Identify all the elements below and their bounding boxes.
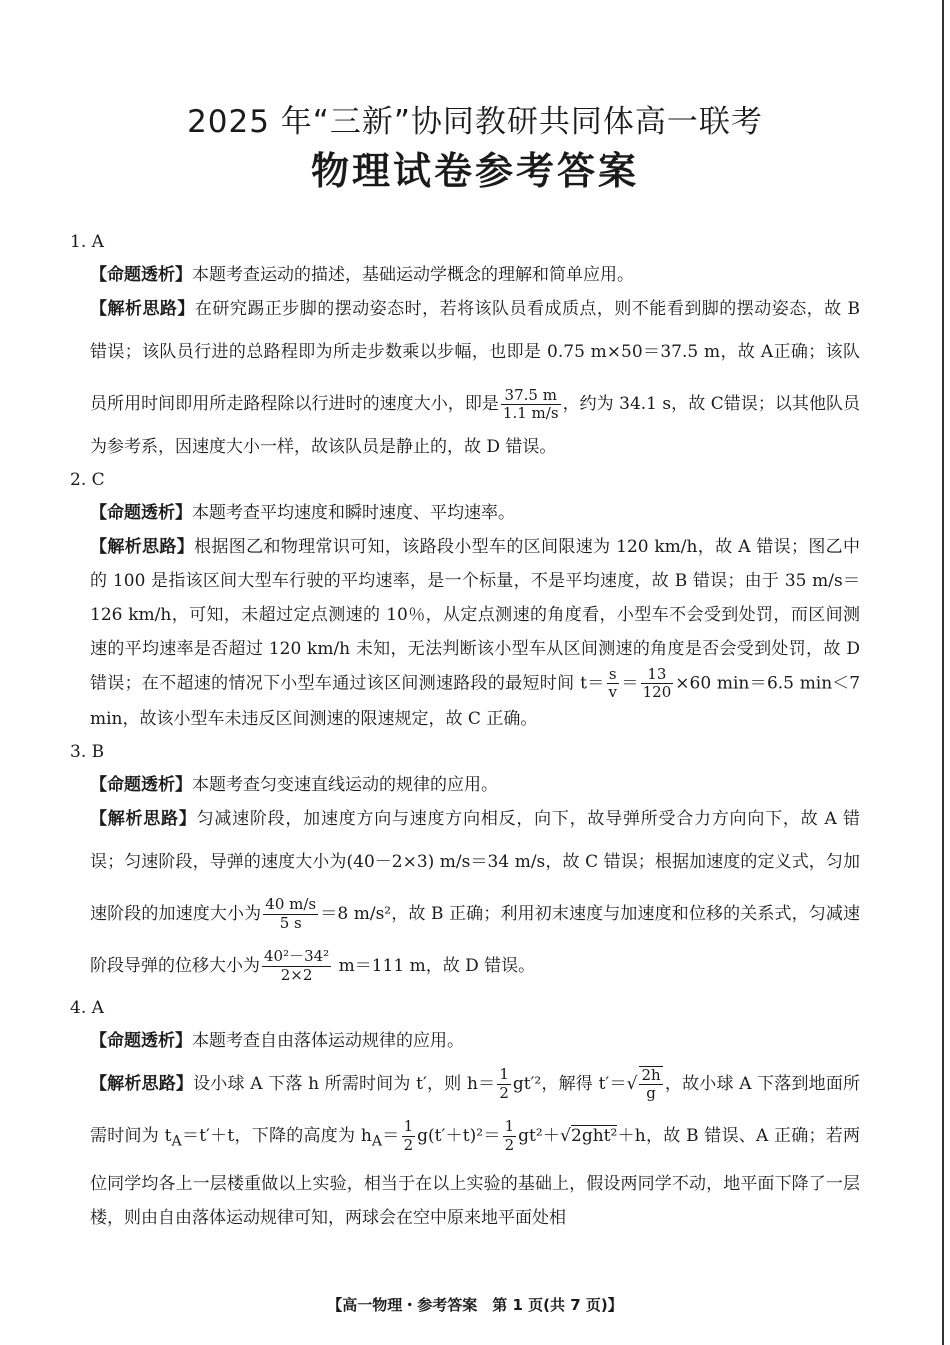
q4-fraction-half-3-numerator: 1	[504, 1117, 515, 1136]
q3-analysis-text-5: m＝111 m，故 D 错误。	[333, 955, 536, 976]
intent-label: 【命题透析】	[90, 265, 192, 285]
page-footer: 【高一物理・参考答案 第 1 页(共 7 页)】	[327, 1296, 623, 1314]
q1-fraction-denominator: 1.1 m/s	[502, 404, 559, 422]
q3-intent	[70, 768, 860, 802]
scan-edge-line	[942, 0, 944, 1345]
q1-analysis-text-1: 在研究踢正步脚的摆动姿态时，若将该队员看成质点，则不能看到脚的摆动姿态，故 B 错误；该队员行进的总路程即为所走步数乘以步幅，也即是 0.75 m×50＝37.5 m，故 A	[90, 299, 861, 362]
analysis-label: 【解析思路】	[90, 808, 197, 829]
q2-intent	[70, 496, 860, 530]
q1-number: 1. A	[70, 232, 104, 252]
q3-fraction-displacement	[262, 948, 331, 984]
q2-fraction-sv-denominator: v	[608, 683, 618, 702]
q4-fraction-half-numerator: 1	[499, 1065, 509, 1084]
intent-label: 【命题透析】	[90, 503, 192, 523]
q3-analysis-text-4: 的关系式，匀减速阶段导弹的位移大小为	[90, 903, 861, 976]
q4-analysis-text-3: ，故小球 A 下落到	[664, 1073, 809, 1094]
q4-fraction-half-3	[503, 1118, 517, 1154]
q4-intent	[70, 1024, 860, 1058]
q4-analysis-text-6: ＝	[382, 1125, 400, 1146]
q4-sqrt-fraction	[639, 1066, 662, 1103]
q2-fraction-sv	[607, 666, 619, 702]
q1-fraction-numerator: 37.5 m	[501, 387, 561, 405]
q4-analysis-text-2: gt′²，解得 t′＝	[512, 1073, 627, 1094]
q4-subscript-a-1: A	[171, 1132, 182, 1149]
q1-intent	[70, 258, 860, 292]
q3-analysis-text-2: 式，匀加速阶段的加速度大小为	[90, 851, 861, 924]
q3-intent-text: 本题考查匀变速直线运动的规律的应用。	[192, 774, 498, 795]
q4-analysis-text-10: 误、A 正确；若两位同学均各上一层楼重做以上实验，相当于在以上实验的基础上，假设两同学不动，地平面下降了一层楼，则由自由落体运动规律可知，两球会在空中原来地平面处相	[90, 1125, 860, 1228]
q2-intent-text: 本题考查平均速度和瞬时速度、平均速率。	[192, 503, 515, 523]
q4-subscript-a-2: A	[371, 1132, 383, 1149]
q3-fraction-displacement-denominator: 2×2	[280, 965, 313, 984]
q2-equals: ＝	[621, 673, 639, 694]
q4-fraction-half-3-denominator: 2	[504, 1135, 515, 1154]
q4-fraction-half-2-denominator: 2	[403, 1135, 414, 1154]
q2-fraction-time-denominator: 120	[642, 683, 672, 702]
answer-content	[70, 226, 860, 1235]
analysis-label: 【解析思路】	[90, 537, 195, 557]
q2-analysis-text-2: ×60 min＝6.5 min＜7 min，故该小型车未违反区间测速的限速规定，故 C 正确。	[90, 673, 861, 729]
q1-fraction	[501, 387, 561, 423]
q4-analysis-text-4: 地面所需时间为 t	[90, 1073, 861, 1146]
q3-fraction-accel-denominator: 5 s	[279, 913, 302, 932]
q3-analysis-text-1: 匀减速阶段，加速度方向与速度方向相反，向下，故导弹所受合力方向向下，故 A 错误；匀速阶段，导弹的速度大小为(40－2×3) m/s＝34 m/s，故 C 错误；根据加速度的定义	[90, 808, 860, 872]
q2-analysis	[70, 530, 860, 736]
q4-analysis-text-1: 设小球 A 下落 h 所需时间为 t′，则 h＝	[193, 1073, 496, 1094]
q4-analysis	[70, 1058, 860, 1235]
q4-analysis-text-7: g(t′＋t)²＝	[417, 1125, 501, 1146]
q1-analysis-text-3: ，约为 34.1 s，故 C	[562, 394, 724, 414]
intent-label: 【命题透析】	[90, 1030, 192, 1051]
q4-analysis-text-9: ＋h，故 B 错	[617, 1125, 722, 1146]
analysis-label: 【解析思路】	[90, 1073, 194, 1094]
q4-fraction-half-2	[402, 1118, 416, 1154]
q2-fraction-time-numerator: 13	[641, 666, 674, 684]
q2-number: 2. C	[70, 470, 105, 490]
q3-fraction-displacement-numerator: 40²－34²	[264, 947, 330, 966]
q4-analysis-text-5: ＝t′＋t，下降的高度为 h	[181, 1125, 372, 1146]
q3-fraction-accel	[263, 896, 318, 932]
q4-sqrt-fraction-numerator: 2h	[641, 1065, 661, 1084]
q3-analysis-text-3: ＝8 m/s²，故 B 正确；利用初末速度与加速度和位移	[320, 903, 724, 924]
q4-number: 4. A	[70, 997, 104, 1018]
q4-fraction-half	[497, 1066, 511, 1102]
exam-title: 2025 年“三新”协同教研共同体高一联考	[187, 104, 763, 140]
q2-fraction-time	[641, 666, 674, 702]
q3-number: 3. B	[70, 741, 105, 762]
q4-fraction-half-2-numerator: 1	[403, 1117, 414, 1136]
q4-intent-text: 本题考查自由落体运动规律的应用。	[192, 1030, 464, 1051]
q4-sqrt-sign-2: √	[560, 1125, 572, 1146]
q4-fraction-half-denominator: 2	[499, 1083, 509, 1102]
q2-fraction-sv-numerator: s	[607, 666, 619, 684]
intent-label: 【命题透析】	[90, 774, 192, 795]
q1-analysis-text-4: 错误；以其他队员为参考系，因速度大小一样，故该队员是静止的，故 D 错误。	[90, 394, 861, 457]
q3-fraction-accel-numerator: 40 m/s	[265, 895, 317, 914]
q1-intent-text: 本题考查运动的描述，基础运动学概念的理解和简单应用。	[192, 265, 634, 285]
q3-analysis	[70, 802, 860, 992]
analysis-label: 【解析思路】	[90, 299, 195, 319]
answer-title: 物理试卷参考答案	[310, 149, 639, 193]
q1-analysis	[70, 292, 860, 464]
q4-sqrt-fraction-denominator: g	[646, 1084, 656, 1102]
q1-analysis-text-2: 正确；该队员所用时间即用所走路程除以行进时的速度大小，即是	[90, 342, 861, 414]
q4-sqrt-term: 2ght²	[571, 1125, 618, 1146]
q4-sqrt-sign: √	[626, 1073, 638, 1094]
q2-analysis-text-1: 根据图乙和物理常识可知，该路段小型车的区间限速为 120 km/h，故 A 错误；图乙中的 100 是指该区间大型车行驶的平均速率，是一个标量，不是平均速度，故 B 错误；由于 35 m/s＝126 km/h，可知，未超过定点测速的 10％，从定点测速的角度看，小型车不会受到处罚，而区间测速的平均速率是否超过 120 km/h 未知，无法判断该小型车从区间测速的角度是否会受到处罚，故 D 错误；在不超速的情况下小型车通过该区间测速路段的最短时间 t＝	[90, 537, 861, 694]
q4-analysis-text-8: gt²＋	[518, 1125, 561, 1146]
